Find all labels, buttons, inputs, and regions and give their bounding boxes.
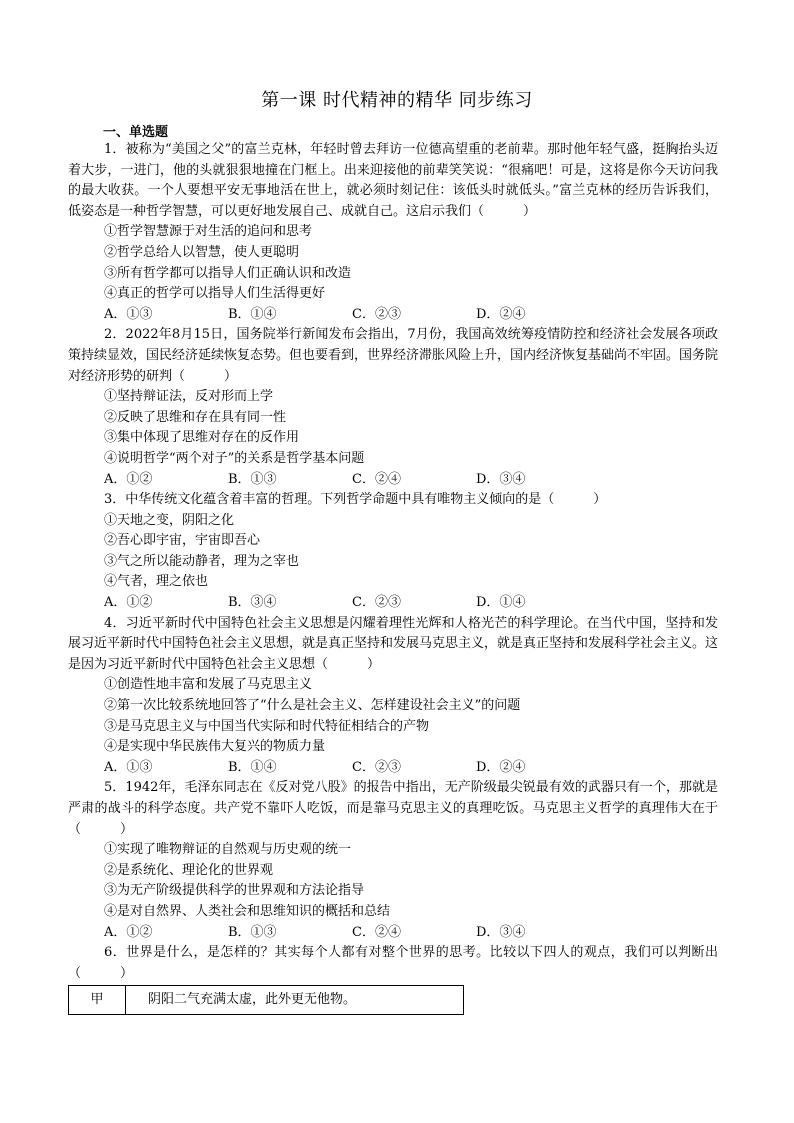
question-stem: 1．被称为“美国之父”的富兰克林，年轻时曾去拜访一位德高望重的老前辈。那时他年轻气盛，挺胸抬头迈着大步，一进门，他的头就狠狠地撞在门框上。出来迎接他的前辈笑笑说：“很痛吧！可是，这将是你今天访问我的最大收获。一个人要想平安无事地活在世上，就必须时刻记住：该低头时就低头。”富兰克林的经历告诉我们，低姿态是一种哲学智慧，可以更好地发展自己、成就自己。这启示我们（ ） [68, 142, 718, 219]
question-6 [68, 943, 718, 1015]
choice-c[interactable]: C．②③ [352, 595, 401, 611]
choice-a[interactable]: A．①② [104, 471, 153, 487]
question-stem: 4．习近平新时代中国特色社会主义思想是闪耀着理性光辉和人格光芒的科学理论。在当代中国，坚持和发展习近平新时代中国特色社会主义思想，就是真正坚持和发展马克思主义，就是真正坚持和发展科学社会主义。这是因为习近平新时代中国特色社会主义思想（ ） [68, 615, 719, 672]
statement-option: ②反映了思维和存在具有同一性 [104, 409, 287, 425]
statement-option: ②第一次比较系统地回答了“什么是社会主义、怎样建设社会主义”的问题 [104, 698, 521, 714]
choice-d[interactable]: D．①④ [476, 595, 526, 611]
choice-d[interactable]: D．②④ [476, 306, 526, 322]
answer-choices [104, 470, 718, 491]
question-1 [68, 140, 718, 325]
page-title: 第一课 时代精神的精华 同步练习 [261, 90, 533, 111]
statement-option: ③所有哲学都可以指导人们正确认识和改造 [104, 265, 352, 281]
question-stem: 2．2022年8月15日，国务院举行新闻发布会指出，7月份，我国高效统筹疫情防控和经济社会发展各项政策持续显效，国民经济延续恢复态势。但也要看到，世界经济滞胀风险上升，国内经济恢复基础尚不牢固。国务院对经济形势的研判（ ） [68, 327, 719, 384]
question-list [68, 140, 718, 1015]
question-4 [68, 614, 718, 779]
choice-a[interactable]: A．①② [104, 595, 153, 611]
choice-b[interactable]: B．①③ [228, 471, 277, 487]
question-stem: 5．1942年，毛泽东同志在《反对党八股》的报告中指出，无产阶级最尖锐最有效的武器只有一个，那就是严肃的战斗的科学态度。共产党不靠吓人吃饭，而是靠马克思主义的真理吃饭。马克思主义哲学的真理伟大在于（ ） [68, 780, 718, 837]
question-stem: 3．中华传统文化蕴含着丰富的哲理。下列哲学命题中具有唯物主义倾向的是（ ） [104, 492, 607, 508]
choice-b[interactable]: B．①③ [228, 924, 277, 940]
table-row [69, 986, 464, 1015]
choice-b[interactable]: B．①④ [228, 759, 277, 775]
statement-option: ②是系统化、理论化的世界观 [104, 862, 274, 878]
choice-a[interactable]: A．①② [104, 924, 153, 940]
viewpoint-table [68, 985, 464, 1015]
statement-option: ④气者，理之依也 [104, 574, 209, 590]
choice-b[interactable]: B．③④ [228, 595, 277, 611]
statement-option: ④说明哲学“两个对子”的关系是哲学基本问题 [104, 450, 365, 466]
answer-choices [104, 923, 718, 944]
answer-choices [104, 758, 718, 779]
statement-option: ①哲学智慧源于对生活的追问和思考 [104, 224, 313, 240]
statement-option: ②吾心即宇宙，宇宙即吾心 [104, 533, 261, 549]
choice-c[interactable]: C．②③ [352, 306, 401, 322]
question-3 [68, 490, 718, 614]
choice-d[interactable]: D．②④ [476, 759, 526, 775]
statement-option: ③是马克思主义与中国当代实际和时代特征相结合的产物 [104, 718, 430, 734]
statement-option: ④是对自然界、人类社会和思维知识的概括和总结 [104, 903, 391, 919]
choice-a[interactable]: A．①③ [104, 759, 153, 775]
choice-c[interactable]: C．②④ [352, 471, 401, 487]
section-heading: 一、单选题 [103, 125, 169, 140]
choice-c[interactable]: C．②③ [352, 759, 401, 775]
statement-option: ①创造性地丰富和发展了马克思主义 [104, 677, 313, 693]
question-2 [68, 325, 718, 490]
statement-option: ①天地之变，阴阳之化 [104, 512, 235, 528]
question-stem: 6．世界是什么，是怎样的？其实每个人都有对整个世界的思考。比较以下四人的观点，我们可以判断出（ ） [68, 945, 718, 981]
answer-choices [104, 593, 718, 614]
question-5 [68, 778, 718, 943]
answer-choices [104, 305, 718, 326]
choice-b[interactable]: B．①④ [228, 306, 277, 322]
choice-d[interactable]: D．③④ [476, 924, 526, 940]
statement-option: ③集中体现了思维对存在的反作用 [104, 430, 300, 446]
table-row-key: 甲 [69, 986, 126, 1015]
choice-a[interactable]: A．①③ [104, 306, 153, 322]
statement-option: ④真正的哲学可以指导人们生活得更好 [104, 286, 326, 302]
statement-option: ①实现了唯物辩证的自然观与历史观的统一 [104, 842, 352, 858]
statement-option: ③为无产阶级提供科学的世界观和方法论指导 [104, 883, 365, 899]
statement-option: ④是实现中华民族伟大复兴的物质力量 [104, 739, 326, 755]
statement-option: ①坚持辩证法，反对形而上学 [104, 389, 274, 405]
table-row-value: 阴阳二气充满太虚，此外更无他物。 [126, 986, 464, 1015]
statement-option: ②哲学总给人以智慧，使人更聪明 [104, 244, 300, 260]
choice-d[interactable]: D．③④ [476, 471, 526, 487]
statement-option: ③气之所以能动静者，理为之宰也 [104, 553, 300, 569]
choice-c[interactable]: C．②④ [352, 924, 401, 940]
